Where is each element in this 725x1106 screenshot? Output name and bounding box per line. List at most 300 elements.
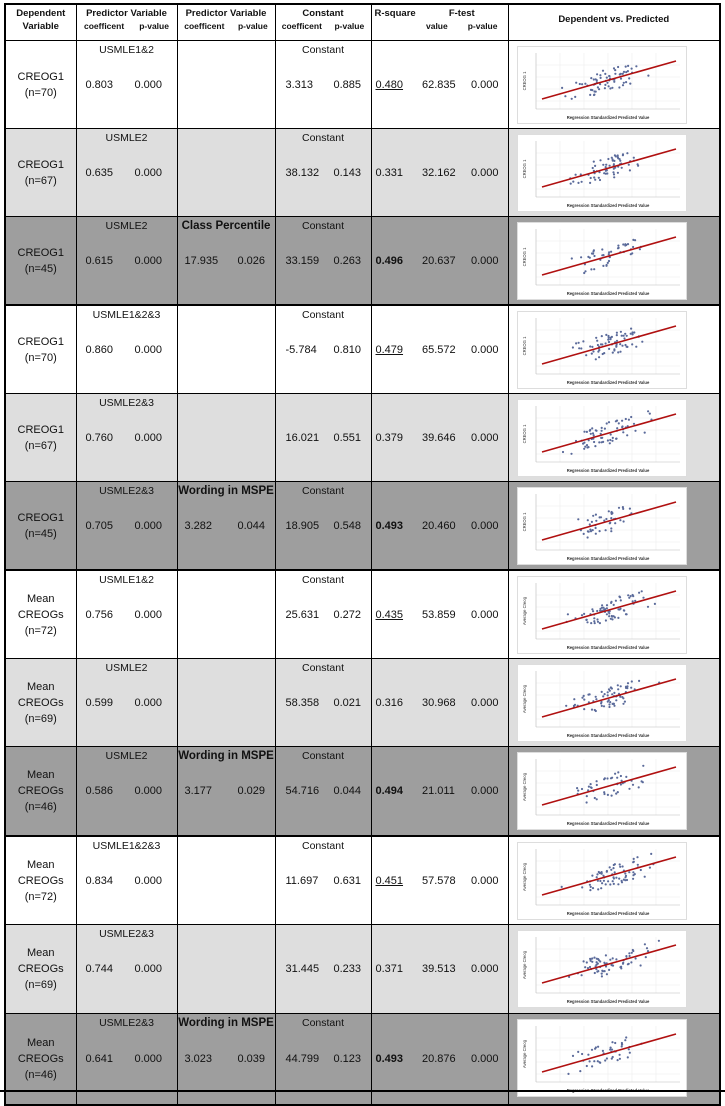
constant-label: Constant [301,44,345,56]
plot-point [580,256,582,258]
plot-point [593,709,595,711]
plot-point [610,530,612,532]
plot-point [588,884,590,886]
plot-point [604,954,606,956]
constant-coef: 44.799 [285,1053,320,1065]
plot-point [592,434,594,436]
header-plot-title: Dependent vs. Predicted [558,14,670,25]
plot-point [618,878,620,880]
plot-point [628,788,630,790]
plot-point [618,1058,620,1060]
plot-point [616,777,618,779]
plot-point [607,510,609,512]
plot-x-label: Regression Standardized Predicted Value [566,999,649,1004]
predictor-1-coef: 0.834 [85,874,114,887]
predictor-2-cell [177,570,275,659]
dependent-variable-line: CREOGs [17,785,64,797]
ftest-cell [416,836,508,925]
plot-point [577,790,579,792]
rsquare-cell [371,482,416,571]
predictor-1-coef: 0.586 [85,785,114,797]
plot-point [566,613,568,615]
plot-point [613,705,615,707]
plot-point [613,863,615,865]
plot-point [627,164,629,166]
plot-point [580,181,582,183]
plot-point [625,71,627,73]
plot-point [625,776,627,778]
plot-point [588,257,590,259]
plot-point [592,610,594,612]
header-const-pvalue: p-value [334,21,365,31]
plot-point [585,619,587,621]
constant-cell [275,836,371,925]
ftest-pvalue: 0.000 [471,874,499,887]
plot-point [609,338,611,340]
plot-point [617,617,619,619]
plot-point [612,789,614,791]
plot-point [587,786,589,788]
predictor-1-label: USMLE2&3 [99,1017,154,1029]
ftest-cell [416,482,508,571]
plot-point [579,1070,581,1072]
plot-cell [508,482,720,571]
constant-coef: 31.445 [285,963,320,975]
plot-point [591,887,593,889]
predictor-2-cell [177,129,275,217]
plot-point [591,529,593,531]
dependent-variable-line: CREOG1 [17,423,64,436]
plot-point [615,346,617,348]
constant-cell [275,659,371,747]
plot-point [653,603,655,605]
plot-point [608,615,610,617]
plot-point [589,783,591,785]
plot-point [616,684,618,686]
plot-point [593,94,595,96]
plot-point [591,89,593,91]
plot-point [648,413,650,415]
plot-point [580,974,582,976]
dependent-variable-cell [5,305,76,394]
plot-point [595,958,597,960]
header-ftest-value: value [425,21,448,31]
plot-y-label: CREOG 1 [521,159,527,179]
table-row [5,925,720,1014]
plot-cell [508,394,720,482]
plot-point [590,787,592,789]
plot-point [631,331,633,333]
plot-point [589,529,591,531]
plot-point [600,427,602,429]
plot-point [585,431,587,433]
plot-point [577,518,579,520]
plot-point [600,430,602,432]
plot-point [629,595,631,597]
plot-point [598,179,600,181]
plot-point [589,886,591,888]
plot-point [609,439,611,441]
plot-point [604,342,606,344]
predictor-2-cell [177,394,275,482]
plot-point [611,352,613,354]
plot-point [610,513,612,515]
constant-coef: -5.784 [285,343,317,356]
plot-point [616,172,618,174]
predictor-1-coef: 0.641 [85,1053,114,1065]
rsquare-value: 0.331 [375,166,404,179]
plot-point [585,444,587,446]
predictor-2-coef: 3.177 [184,785,213,797]
ftest-pvalue: 0.000 [471,608,499,621]
header-pred2-title: Predictor Variable [185,8,267,19]
plot-point [646,606,648,608]
plot-point [602,254,604,256]
plot-point [595,798,597,800]
header-dep-line1: Dependent [16,8,66,19]
plot-y-label: Average Creog [521,1039,527,1069]
plot-point [607,880,609,882]
plot-point [615,699,617,701]
plot-point [611,1056,613,1058]
scatter-plot [517,399,687,477]
plot-point [604,619,606,621]
plot-point [599,608,601,610]
plot-point [584,270,586,272]
predictor-1-cell [76,747,177,837]
plot-point [596,971,598,973]
plot-point [570,257,572,259]
plot-point [631,600,633,602]
plot-point [616,1059,618,1061]
plot-point [617,771,619,773]
predictor-1-pvalue: 0.000 [134,608,163,621]
plot-point [593,797,595,799]
plot-point [582,340,584,342]
plot-point [642,765,644,767]
plot-point [611,693,613,695]
constant-cell [275,129,371,217]
plot-x-label: Regression Standardized Predicted Value [566,645,649,650]
plot-point [594,696,596,698]
plot-point [628,871,630,873]
plot-y-label: CREOG 1 [521,71,527,91]
plot-point [592,515,594,517]
plot-cell [508,836,720,925]
predictor-1-pvalue: 0.000 [134,254,163,267]
plot-point [592,161,594,163]
plot-point [584,966,586,968]
constant-pvalue: 0.548 [333,519,362,532]
plot-point [612,867,614,869]
plot-point [609,701,611,703]
plot-point [589,958,591,960]
plot-point [626,152,628,154]
plot-point [611,437,613,439]
predictor-2-pvalue: 0.044 [237,519,266,532]
predictor-1-coef: 0.803 [85,78,114,91]
plot-point [587,1054,589,1056]
plot-point [607,85,609,87]
plot-y-label: Average Creog [521,950,527,980]
plot-point [586,530,588,532]
constant-cell [275,217,371,306]
plot-point [588,966,590,968]
plot-point [608,969,610,971]
plot-point [608,165,610,167]
plot-point [608,522,610,524]
plot-point [608,348,610,350]
constant-pvalue: 0.233 [333,963,362,975]
plot-y-label: CREOG 1 [521,424,527,444]
plot-point [604,883,606,885]
predictor-1-coef: 0.860 [85,343,114,356]
predictor-1-pvalue: 0.000 [134,343,163,356]
plot-point [599,159,601,161]
predictor-2-label: Wording in MSPE [178,1017,274,1029]
plot-point [615,877,617,879]
constant-pvalue: 0.551 [333,431,362,444]
constant-cell [275,394,371,482]
plot-point [635,346,637,348]
plot-x-label: Regression Standardized Predicted Value [566,911,649,916]
predictor-1-pvalue: 0.000 [134,519,163,532]
plot-point [591,427,593,429]
plot-point [612,877,614,879]
plot-point [584,83,586,85]
plot-point [622,703,624,705]
plot-point [585,801,587,803]
constant-pvalue: 0.021 [333,696,362,709]
plot-point [623,610,625,612]
constant-cell [275,747,371,837]
plot-point [626,434,628,436]
header-pred1-coef: coefficent [84,21,125,31]
plot-point [598,530,600,532]
plot-point [615,438,617,440]
plot-point [576,787,578,789]
ftest-pvalue: 0.000 [471,166,499,179]
plot-point [612,173,614,175]
dependent-variable-line: CREOG1 [17,335,64,348]
dependent-variable-line: (n=67) [24,439,57,452]
constant-pvalue: 0.123 [333,1053,362,1065]
plot-point [591,957,593,959]
dependent-variable-line: (n=70) [24,86,57,99]
plot-point [615,332,617,334]
predictor-1-pvalue: 0.000 [134,1053,163,1065]
predictor-1-label: USMLE1&2&3 [92,309,161,321]
plot-point [583,442,585,444]
plot-point [619,775,621,777]
predictor-1-cell [76,217,177,306]
plot-point [601,1050,603,1052]
plot-point [590,622,592,624]
constant-cell [275,925,371,1014]
plot-point [588,430,590,432]
plot-point [600,691,602,693]
scatter-plot [517,46,687,124]
plot-point [607,158,609,160]
header-ftest [416,4,508,41]
plot-cell [508,925,720,1014]
plot-point [626,346,628,348]
plot-point [605,264,607,266]
plot-point [621,426,623,428]
constant-label: Constant [301,220,345,232]
table-row [5,570,720,659]
plot-point [625,1036,627,1038]
ftest-value: 21.011 [422,785,455,797]
ftest-cell [416,747,508,837]
predictor-2-pvalue: 0.026 [237,254,266,267]
constant-coef: 25.631 [285,608,320,621]
plot-point [605,334,607,336]
table-row [5,217,720,306]
rsquare-value: 0.316 [375,696,404,709]
plot-point [574,174,576,176]
plot-point [590,1049,592,1051]
plot-point [581,697,583,699]
plot-point [612,883,614,885]
plot-point [621,420,623,422]
ftest-value: 39.513 [422,963,456,975]
predictor-2-cell [177,925,275,1014]
plot-point [613,871,615,873]
plot-point [593,441,595,443]
constant-coef: 58.358 [285,696,320,709]
ftest-pvalue: 0.000 [471,785,499,797]
plot-point [595,430,597,432]
ftest-value: 30.968 [422,696,456,709]
plot-point [619,783,621,785]
table-row [5,394,720,482]
plot-point [604,1059,606,1061]
plot-point [607,253,609,255]
plot-point [617,351,619,353]
plot-point [599,960,601,962]
predictor-2-label: Wording in MSPE [178,485,274,497]
plot-point [613,160,615,162]
ftest-cell [416,217,508,306]
plot-point [601,248,603,250]
regression-table-container [4,3,719,1106]
predictor-1-coef: 0.744 [85,963,114,975]
rsquare-cell [371,129,416,217]
plot-point [580,614,582,616]
plot-point [598,356,600,358]
plot-point [610,517,612,519]
predictor-2-cell [177,305,275,394]
plot-point [628,169,630,171]
rsquare-cell [371,659,416,747]
plot-point [611,957,613,959]
plot-point [603,352,605,354]
dependent-variable-cell [5,217,76,306]
scatter-plot-svg [518,488,686,564]
scatter-plot [517,752,687,830]
predictor-2-label: Class Percentile [181,220,271,232]
plot-point [560,886,562,888]
plot-point [618,596,620,598]
plot-point [608,75,610,77]
header-const-coef: coefficent [281,21,322,31]
plot-point [595,876,597,878]
predictor-1-label: USMLE1&2&3 [92,840,161,852]
plot-point [610,527,612,529]
ftest-pvalue: 0.000 [471,696,499,709]
plot-point [641,341,643,343]
plot-point [630,952,632,954]
predictor-2-label: Wording in MSPE [178,750,274,762]
plot-point [627,594,629,596]
plot-x-label: Regression Standardized Predicted Value [566,203,649,208]
constant-coef: 18.905 [285,519,320,532]
predictor-1-pvalue: 0.000 [134,166,163,179]
plot-point [595,698,597,700]
plot-point [610,336,612,338]
plot-point [586,519,588,521]
plot-point [650,853,652,855]
predictor-1-pvalue: 0.000 [134,874,163,887]
ftest-value: 65.572 [422,343,456,356]
ftest-cell [416,394,508,482]
plot-point [624,1039,626,1041]
rsquare-cell [371,394,416,482]
plot-point [617,608,619,610]
plot-point [587,446,589,448]
plot-point [612,163,614,165]
plot-point [632,157,634,159]
plot-point [603,793,605,795]
plot-y-label: CREOG 1 [521,247,527,267]
predictor-1-coef: 0.615 [85,254,114,267]
plot-point [608,703,610,705]
plot-point [643,432,645,434]
plot-point [605,604,607,606]
plot-point [593,255,595,257]
dependent-variable-line: (n=69) [24,712,57,725]
plot-point [619,73,621,75]
plot-point [609,686,611,688]
plot-point [625,955,627,957]
plot-point [632,861,634,863]
plot-point [586,621,588,623]
plot-point [628,952,630,954]
plot-point [611,618,613,620]
header-pred2-pvalue: p-value [237,21,268,31]
scatter-plot-svg [518,312,686,388]
ftest-cell [416,570,508,659]
plot-point [593,617,595,619]
dependent-variable-line: CREOGs [17,963,64,975]
predictor-1-cell [76,394,177,482]
predictor-1-coef: 0.635 [85,166,114,179]
plot-point [619,685,621,687]
predictor-1-pvalue: 0.000 [134,696,163,709]
predictor-1-cell [76,925,177,1014]
scatter-plot-svg [518,931,686,1007]
header-row [5,4,720,41]
plot-point [587,694,589,696]
constant-cell [275,305,371,394]
predictor-1-pvalue: 0.000 [134,78,163,91]
plot-point [634,957,636,959]
rsquare-value: 0.435 [375,608,404,621]
plot-point [616,247,618,249]
plot-point [635,65,637,67]
predictor-2-pvalue: 0.039 [237,1053,266,1065]
